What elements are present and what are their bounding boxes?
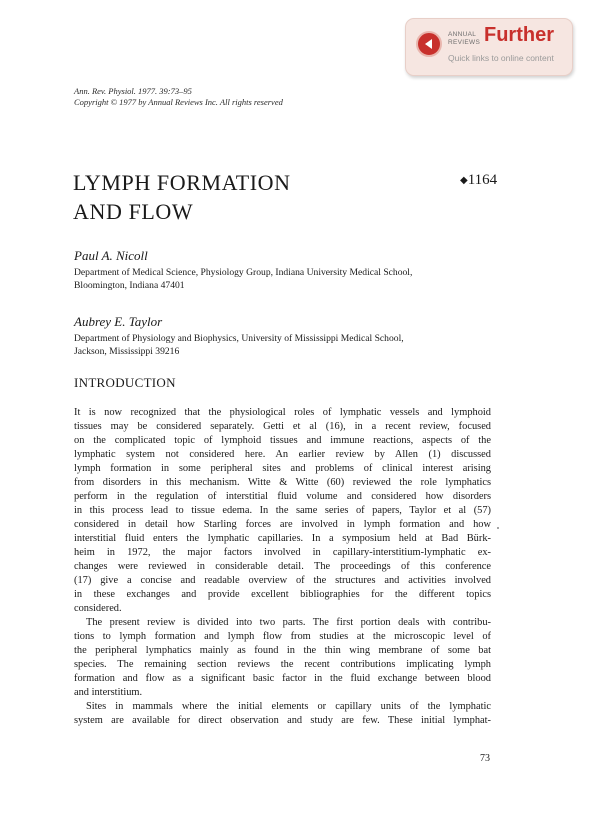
text-line: from disorders in this mechanism. Witte & Witte (60) reviewed the role lymphatics bbox=[74, 477, 491, 488]
page-number: 73 bbox=[480, 753, 490, 764]
author-affiliation: Department of Medical Science, Physiology Group, Indiana University Medical School, Bloomington, Indiana 47401 bbox=[74, 267, 413, 291]
text-line: tissues may be considered separately. Getti et al (16), in a recent review, focused bbox=[74, 421, 491, 432]
citation bbox=[74, 86, 283, 108]
paragraph bbox=[74, 616, 491, 700]
scan-speck bbox=[497, 527, 499, 529]
text-line: in these exchanges and provide excellent bibliographies for the different topics bbox=[74, 589, 491, 600]
title-line: LYMPH FORMATION bbox=[73, 170, 291, 195]
article-number: ◆1164 bbox=[460, 172, 498, 188]
text-line: the peripheral lymphatics mainly as found in the thin wing membrane of some bat bbox=[74, 645, 491, 656]
further-badge[interactable] bbox=[405, 18, 573, 76]
annual-reviews-logo-text: ANNUAL REVIEWS bbox=[448, 31, 481, 46]
text-line: on the complicated topic of lymphoid tissues and immune reactions, aspects of the bbox=[74, 435, 491, 446]
text-line: The present review is divided into two parts. The first portion deals with contribu- bbox=[86, 617, 491, 628]
text-line: considered in detail how Starling forces are involved in lymph formation and how bbox=[74, 519, 491, 530]
author-affiliation: Department of Physiology and Biophysics, University of Mississippi Medical School, Jackson, Mississippi 39216 bbox=[74, 333, 404, 357]
text-line: changes were reviewed in considerable detail. The proceedings of this conference bbox=[74, 561, 491, 572]
text-line: heim in 1972, the major factors involved in capillary-interstitium-lymphatic ex- bbox=[74, 547, 491, 558]
text-line: in this process lead to tissue edema. In the same series of papers, Taylor et al (57) bbox=[74, 505, 491, 516]
text-line: perform in the regulation of interstitial fluid volume and considered how disorders bbox=[74, 491, 491, 502]
text-line: It is now recognized that the physiological roles of lymphatic vessels and lymphoid bbox=[74, 407, 491, 418]
citation-line: Ann. Rev. Physiol. 1977. 39:73–95 bbox=[74, 86, 192, 96]
diamond-icon: ◆ bbox=[460, 175, 468, 186]
text-line: species. The remaining section reviews the recent contributions implicating lymph bbox=[74, 659, 491, 670]
text-line: Sites in mammals where the initial elements or capillary units of the lymphatic bbox=[86, 701, 491, 712]
play-arrow-icon bbox=[416, 31, 442, 57]
title-line: AND FLOW bbox=[73, 199, 194, 224]
text-line: formation and flow as a significant basic factor in the fluid exchange between blood bbox=[74, 673, 491, 684]
paragraph bbox=[74, 700, 491, 728]
further-subtitle: Quick links to online content bbox=[448, 53, 554, 63]
text-line: interstitial fluid enters the lymphatic capillaries. In a symposium held at Bad Bürk- bbox=[74, 533, 491, 544]
section-heading: INTRODUCTION bbox=[74, 375, 176, 390]
text-line: and interstitium. bbox=[74, 687, 143, 698]
text-line: tions to lymph formation and lymph flow from studies at the microscopic level of bbox=[74, 631, 491, 642]
author-name: Aubrey E. Taylor bbox=[74, 314, 163, 329]
paragraph bbox=[74, 406, 491, 616]
further-label: Further bbox=[484, 24, 554, 46]
text-line: lymphatic system not considered here. An earlier review by Allen (1) discussed bbox=[74, 449, 491, 460]
text-line: (17) give a concise and readable overview of the structures and activities involved bbox=[74, 575, 491, 586]
text-line: system are available for direct observation and study are few. These initial lymphat- bbox=[74, 715, 491, 726]
text-line: lymph formation in some peripheral sites and problems of clinical interest arising bbox=[74, 463, 491, 474]
article-title bbox=[73, 168, 291, 226]
author-name: Paul A. Nicoll bbox=[74, 248, 148, 263]
copyright-line: Copyright © 1977 by Annual Reviews Inc. All rights reserved bbox=[74, 97, 283, 107]
text-line: considered. bbox=[74, 603, 122, 614]
